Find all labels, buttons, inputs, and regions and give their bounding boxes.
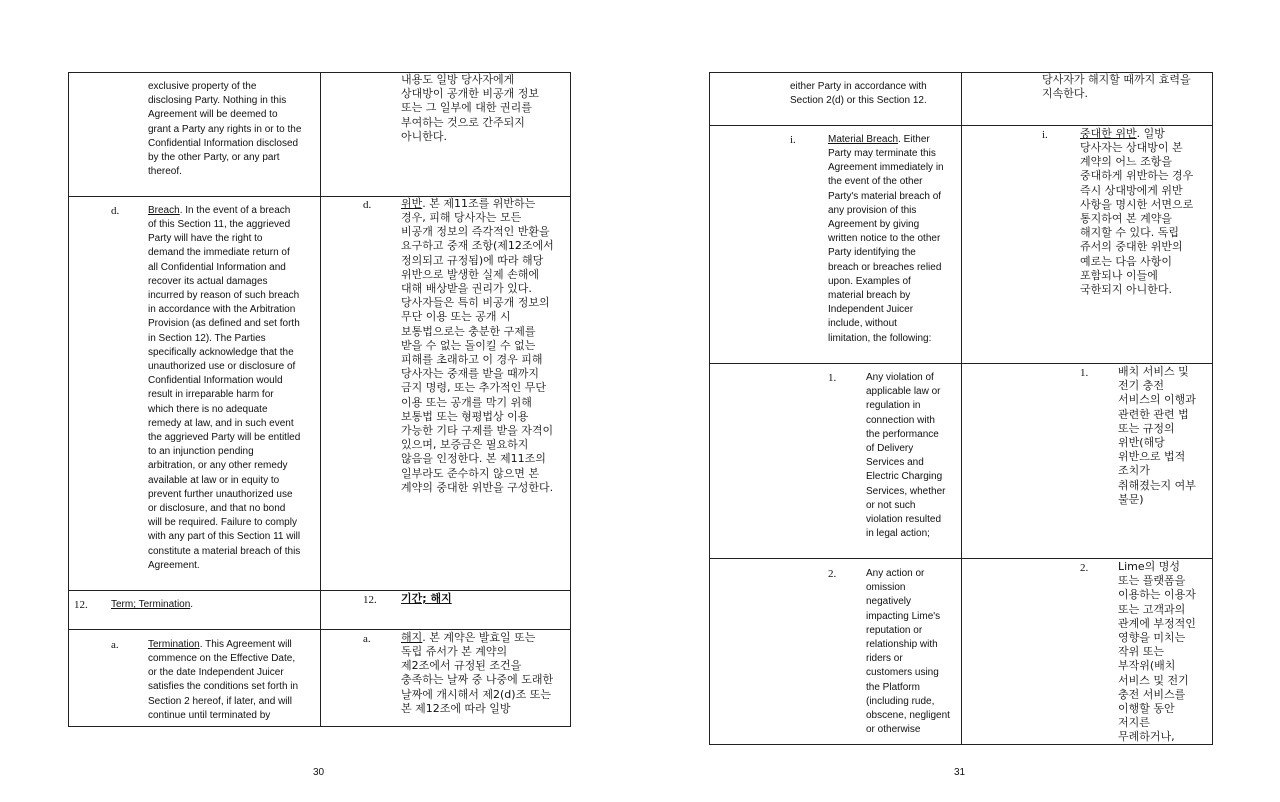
clause-marker: i. [1042,129,1048,141]
section-marker: 12. [363,594,377,606]
english-text: either Party in accordance with Section 2(d) or this Section 12. [790,81,927,107]
list-marker: 1. [828,372,837,384]
row-divider [710,363,1212,364]
left-translation-table [68,72,571,727]
list-marker: 1. [1080,367,1089,379]
list-marker: 2. [828,568,837,580]
clause-first-line: . 본 제11조를 위반하는 [422,197,536,210]
clause-first-line: . In the event of a breach [179,205,291,216]
row-divider [69,629,570,630]
section-heading-ko: 기간; 해지 [401,592,452,605]
clause-heading: 위반 [401,197,423,210]
page-number: 31 [954,767,966,778]
clause-marker: a. [111,639,119,651]
english-text: Party may terminate this Agreement immediately in the event of the other Party's material breach of any provision of this Agreement by giving written notice to the other Party identifying the breach or breaches relied upon. Examples of material breach by Independent Juicer include, without limitation, the following: [828,148,944,344]
english-text: of this Section 11, the aggrieved Party will have the right to demand the immediate return of all Confidential Information and recover its actual damages incurred by reason of such breach in accordance with the Arbitration Provision (as defined and set forth in Section 12). The Parties specifically acknowledge that the unauthorized use or disclosure of Confidential Information would result in irreparable harm for which there is no adequate remedy at law, and in such event the aggrieved Party will be entitled to an injunction pending arbitration, or any other remedy available at law or in equity to prevent further unauthorized use or disclosure, and that no bond will be required. Failure to comply with any part of this Section 11 will constitute a material breach of this Agreement. [148,219,301,571]
right-translation-table [709,72,1213,745]
clause-marker: d. [111,205,120,217]
clause-heading: 중대한 위반 [1080,127,1137,140]
korean-clause-first-line [401,631,535,645]
clause-heading: 해지 [401,631,423,644]
section-heading: Term; Termination [111,599,191,610]
section-heading-en [111,598,193,612]
page-number: 30 [313,767,325,778]
clause-marker: a. [363,633,371,645]
english-text: commence on the Effective Date, or the date Independent Juicer satisfies the conditions set forth in Section 2 hereof, if later, and will continue until terminated by [148,653,299,721]
english-clause-first-line [148,638,292,652]
clause-heading: Material Breach [828,134,899,145]
english-clause-first-line [148,204,290,218]
english-text: Any violation of applicable law or regulation in connection with the performance of Delivery Services and Electric Charging Services, whether or not such violation resulted in legal action; [866,372,946,540]
korean-text: 당사자는 상대방이 본 계약의 어느 조항을 중대하게 위반하는 경우 즉시 상대방에게 위반 사항을 명시한 서면으로 통지하여 본 계약을 해지할 수 있다. 독립 쥬서의 중대한 위반의 예로는 다음 사항이 포함되나 이들에 국한되지 아니한다. [1080,141,1194,297]
clause-first-line: . 일방 [1136,127,1165,140]
row-divider [69,590,570,591]
korean-text: Lime의 명성 또는 플랫폼을 이용하는 이용자 또는 고객과의 관계에 부정적인 영향을 미치는 작위 또는 부작위(배치 서비스 및 전기 충전 서비스를 이행할 동안 저지른 무례하거나, [1118,560,1196,744]
clause-first-line: . This Agreement will [199,639,292,650]
korean-clause-first-line [1080,127,1165,141]
clause-first-line: . 본 계약은 발효일 또는 [422,631,536,644]
clause-first-line: . Either [898,134,930,145]
english-text: Any action or omission negatively impacting Lime's reputation or relationship with riders or customers using the Platform (including rude, obscene, negligent or otherwise [866,568,950,736]
row-divider [710,558,1212,559]
clause-marker: i. [790,134,796,146]
korean-clause-first-line [401,197,535,211]
korean-text: 배치 서비스 및 전기 충전 서비스의 이행과 관련한 관련 법 또는 규정의 위반(해당 위반으로 법적 조치가 취해졌는지 여부 불문) [1118,365,1196,506]
row-divider [710,125,1212,126]
clause-heading: Breach [148,205,180,216]
clause-marker: d. [363,199,372,211]
korean-text: 경우, 피해 당사자는 모든 비공개 정보의 즉각적인 반환을 요구하고 중재 조항(제12조에서 정의되고 규정됨)에 따라 해당 위반으로 발생한 실제 손해에 대해 배상받을 권리가 있다. 당사자들은 특히 비공개 정보의 무단 이용 또는 공개 시 보통법으로는 충분한 구제를 받을 수 없는 돌이킬 수 없는 피해를 초래하고 이 경우 피해 당사자는 중재를 받을 때까지 금지 명령, 또는 추가적인 무단 이용 또는 공개를 막기 위해 보통법 또는 형평법상 이용 가능한 기타 구제를 받을 자격이 있으며, 보증금은 필요하지 않음을 인정한다. 본 제11조의 일부라도 준수하지 않으면 본 계약의 중대한 위반을 구성한다. [401,211,554,494]
section-marker: 12. [74,599,88,611]
korean-text: 내용도 일방 당사자에게 상대방이 공개한 비공개 정보 또는 그 일부에 대한 권리를 부여하는 것으로 간주되지 아니한다. [401,73,540,143]
korean-text: 당사자가 해지할 때까지 효력을 지속한다. [1042,73,1191,101]
english-clause-first-line [828,133,930,147]
list-marker: 2. [1080,562,1089,574]
section-heading-suffix: . [190,599,194,610]
english-text: exclusive property of the disclosing Party. Nothing in this Agreement will be deemed to grant a Party any rights in or to the Confidential Information disclosed by the other Party, or any part thereof. [148,81,302,178]
korean-text: 독립 쥬서가 본 계약의 제2조에서 규정된 조건을 충족하는 날짜 중 나중에 도래한 날짜에 개시해서 제2(d)조 또는 본 제12조에 따라 일방 [401,645,554,715]
column-divider [961,73,962,744]
clause-heading: Termination [148,639,200,650]
